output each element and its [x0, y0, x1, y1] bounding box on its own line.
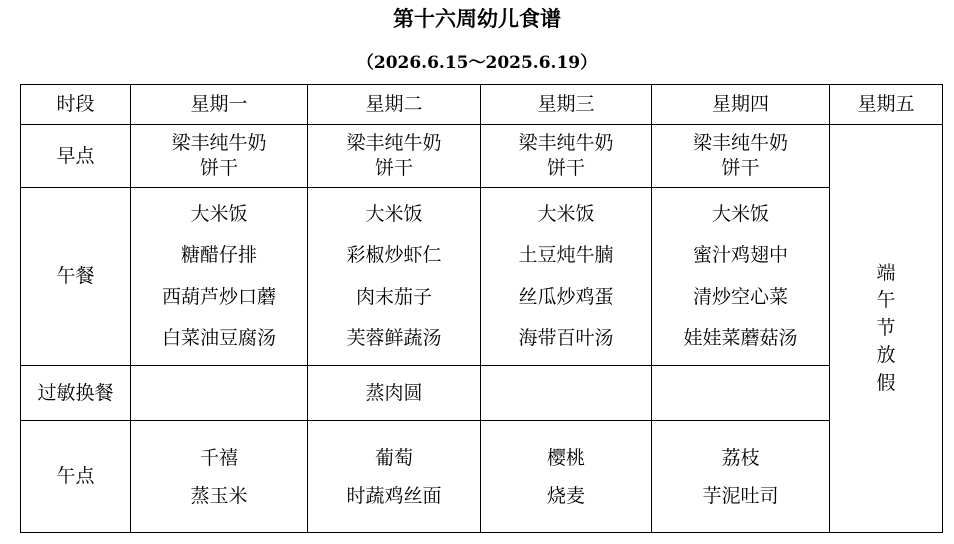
snack-thu	[652, 421, 830, 533]
snack-label: 午点	[21, 421, 131, 533]
breakfast-tue	[308, 125, 481, 188]
menu-item: 饼干	[721, 157, 760, 179]
header-period: 时段	[21, 85, 131, 125]
menu-item: 烧麦	[546, 484, 585, 507]
menu-item: 海带百叶汤	[518, 327, 614, 349]
menu-item: 葡萄	[374, 446, 413, 469]
menu-item: 大米饭	[537, 202, 595, 225]
menu-item: 饼干	[199, 157, 238, 179]
friday-holiday-cell	[830, 125, 943, 533]
allergy-wed	[481, 366, 652, 421]
friday-holiday-note: 端午节放假	[876, 261, 896, 394]
menu-item: 梁丰纯牛奶	[518, 132, 614, 155]
menu-item: 大米饭	[190, 202, 248, 225]
menu-item: 芋泥吐司	[702, 484, 779, 507]
snack-tue	[308, 421, 481, 533]
menu-item: 梁丰纯牛奶	[171, 132, 267, 155]
breakfast-thu	[652, 125, 830, 188]
menu-item: 梁丰纯牛奶	[692, 132, 788, 155]
date-range: （2026.6.15～2025.6.19）	[356, 53, 598, 73]
allergy-row	[21, 366, 943, 421]
snack-wed	[481, 421, 652, 533]
menu-item: 千禧	[199, 446, 238, 469]
menu-item: 西葫芦炒口蘑	[161, 285, 276, 308]
menu-item: 蒸玉米	[190, 484, 248, 507]
allergy-thu	[652, 366, 830, 421]
header-monday: 星期一	[131, 85, 308, 125]
page-title: 第十六周幼儿食谱	[393, 6, 561, 31]
breakfast-row	[21, 125, 943, 188]
lunch-mon	[131, 188, 308, 366]
lunch-row	[21, 188, 943, 366]
header-row	[21, 85, 943, 125]
lunch-label: 午餐	[21, 188, 131, 366]
menu-item: 娃娃菜蘑菇汤	[683, 327, 798, 349]
snack-row	[21, 421, 943, 533]
menu-item: 大米饭	[711, 202, 769, 225]
lunch-wed	[481, 188, 652, 366]
allergy-tue: 蒸肉圆	[308, 366, 481, 421]
menu-item: 时蔬鸡丝面	[346, 484, 442, 507]
menu-item: 白菜油豆腐汤	[161, 327, 276, 349]
menu-item: 土豆炖牛腩	[518, 244, 614, 266]
menu-item: 蜜汁鸡翅中	[692, 244, 788, 266]
lunch-tue	[308, 188, 481, 366]
menu-item: 饼干	[374, 157, 413, 179]
menu-item: 大米饭	[365, 202, 423, 225]
snack-mon	[131, 421, 308, 533]
header-tuesday: 星期二	[308, 85, 481, 125]
menu-item: 荔枝	[721, 446, 760, 469]
allergy-mon	[131, 366, 308, 421]
allergy-label: 过敏换餐	[21, 366, 131, 421]
menu-table	[20, 84, 943, 533]
header-friday: 星期五	[830, 85, 943, 125]
lunch-thu	[652, 188, 830, 366]
menu-item: 糖醋仔排	[180, 244, 257, 266]
menu-item: 樱桃	[546, 446, 585, 469]
breakfast-wed	[481, 125, 652, 188]
menu-item: 梁丰纯牛奶	[346, 132, 442, 155]
menu-item: 芙蓉鲜蔬汤	[346, 327, 442, 349]
menu-item: 清炒空心菜	[692, 285, 788, 308]
header-thursday: 星期四	[652, 85, 830, 125]
menu-item: 丝瓜炒鸡蛋	[518, 285, 614, 308]
header-wednesday: 星期三	[481, 85, 652, 125]
menu-item: 饼干	[546, 157, 585, 179]
menu-item: 彩椒炒虾仁	[346, 244, 442, 266]
breakfast-label: 早点	[21, 125, 131, 188]
menu-item: 肉末茄子	[355, 285, 432, 308]
breakfast-mon	[131, 125, 308, 188]
